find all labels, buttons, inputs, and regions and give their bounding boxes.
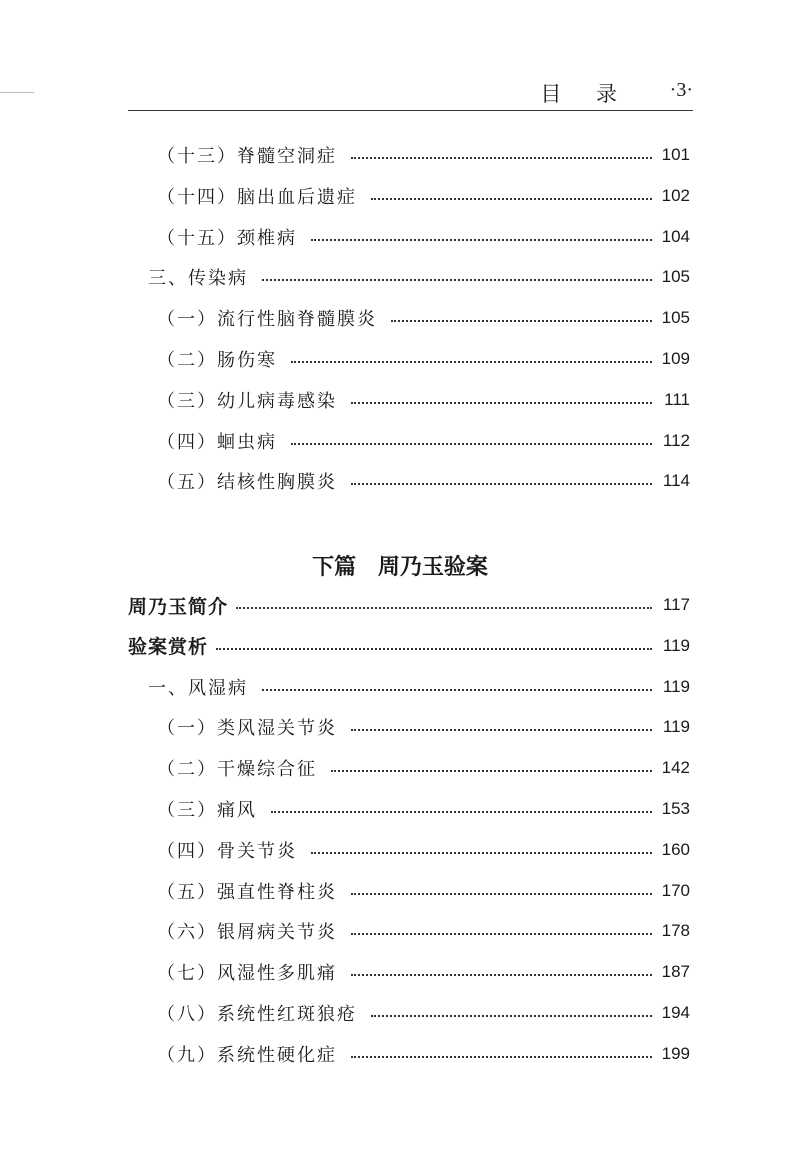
toc-entry-page-number: 105 (661, 267, 690, 287)
toc-entry-page-number: 101 (661, 145, 690, 164)
toc-entry (157, 386, 690, 414)
toc-entry (128, 632, 690, 660)
toc-entry (157, 754, 690, 782)
toc-entry-label: 验案赏析 (128, 636, 209, 659)
toc-entry-page-number: 105 (661, 308, 690, 328)
toc-entry-page-number: 142 (661, 758, 690, 778)
toc-entry-label: （四）骨关节炎 (157, 840, 297, 862)
toc-entry-label: （十五）颈椎病 (157, 227, 297, 249)
toc-entry (157, 1040, 690, 1068)
running-head-title: 目 录 (540, 82, 631, 106)
dot-leader (351, 483, 652, 485)
dot-leader (351, 1056, 652, 1058)
toc-entry-page-number: 109 (661, 349, 690, 368)
toc-entry (157, 467, 690, 495)
dot-leader (351, 974, 652, 976)
dot-leader (371, 1015, 652, 1017)
toc-entry (157, 917, 690, 945)
toc-entry-page-number: 111 (664, 389, 690, 409)
toc-entry-page-number: 102 (661, 185, 690, 205)
toc-entry-page-number: 119 (662, 635, 690, 655)
toc-entry-page-number: 199 (661, 1043, 690, 1063)
toc-entry-page-number: 104 (661, 226, 690, 246)
toc-entry-label: 周乃玉简介 (128, 595, 229, 618)
dot-leader (291, 443, 652, 445)
dot-leader (371, 198, 652, 200)
toc-entry-page-number: 178 (661, 921, 690, 941)
toc-entry (128, 591, 690, 619)
dot-leader (291, 361, 652, 363)
dot-leader (351, 157, 652, 159)
toc-entry (157, 427, 690, 455)
toc-entry-label: （一）类风湿关节炎 (157, 718, 337, 740)
toc-entry-label: （四）蛔虫病 (157, 431, 277, 453)
running-head-page-number: ·3· (669, 79, 693, 101)
toc-entry-page-number: 117 (662, 595, 690, 614)
dot-leader (262, 689, 652, 691)
toc-entry (157, 345, 690, 373)
toc-entry-page-number: 194 (661, 1003, 690, 1022)
toc-entry-label: （三）痛风 (157, 800, 257, 821)
dot-leader (216, 648, 652, 650)
toc-entry-page-number: 153 (661, 799, 690, 818)
toc-entry-page-number: 112 (662, 430, 690, 450)
toc-entry-page-number: 114 (662, 471, 690, 491)
dot-leader (236, 607, 652, 609)
toc-entry-label: （十四）脑出血后遗症 (157, 186, 357, 208)
toc-entry-label: （一）流行性脑脊髓膜炎 (157, 309, 377, 331)
toc-entry-page-number: 119 (662, 717, 690, 737)
dot-leader (351, 933, 652, 935)
toc-entry-label: （五）强直性脊柱炎 (157, 881, 337, 903)
toc-entry (148, 673, 690, 701)
toc-entry-page-number: 160 (661, 839, 690, 859)
toc-entry-label: （三）幼儿病毒感染 (157, 390, 337, 412)
toc-entry-label: （二）干燥综合征 (157, 759, 317, 781)
toc-entry (157, 182, 690, 210)
dot-leader (351, 729, 652, 731)
toc-entry-page-number: 119 (662, 676, 690, 696)
toc-entry-label: （十三）脊髓空洞症 (157, 146, 337, 167)
dot-leader (311, 239, 652, 241)
toc-entry-label: （八）系统性红斑狼疮 (157, 1004, 357, 1025)
toc-entry-label: （五）结核性胸膜炎 (157, 472, 337, 494)
dot-leader (311, 852, 652, 854)
toc-entry-page-number: 170 (661, 880, 690, 900)
toc-entry (157, 141, 690, 169)
toc-entry-label: （二）肠伤寒 (157, 350, 277, 371)
toc-entry (157, 713, 690, 741)
toc-entry-label: （九）系统性硬化症 (157, 1044, 337, 1066)
dot-leader (351, 893, 652, 895)
toc-entry (157, 795, 690, 823)
toc-entry-page-number: 187 (661, 962, 690, 982)
toc-entry-label: （七）风湿性多肌痛 (157, 963, 337, 985)
toc-entry-label: 三、传染病 (148, 268, 248, 290)
toc-entry (157, 877, 690, 905)
dot-leader (262, 279, 652, 281)
dot-leader (351, 402, 652, 404)
dot-leader (391, 320, 652, 322)
part-title: 下篇 周乃玉验案 (312, 555, 488, 580)
toc-entry-label: 一、风湿病 (148, 677, 248, 699)
toc-entry (157, 958, 690, 986)
toc-entry (148, 263, 690, 291)
dot-leader (271, 811, 652, 813)
toc-entry-label: （六）银屑病关节炎 (157, 922, 337, 944)
toc-entry (157, 223, 690, 251)
dot-leader (331, 770, 652, 772)
toc-entry (157, 304, 690, 332)
toc-entry (157, 836, 690, 864)
toc-entry (157, 999, 690, 1027)
